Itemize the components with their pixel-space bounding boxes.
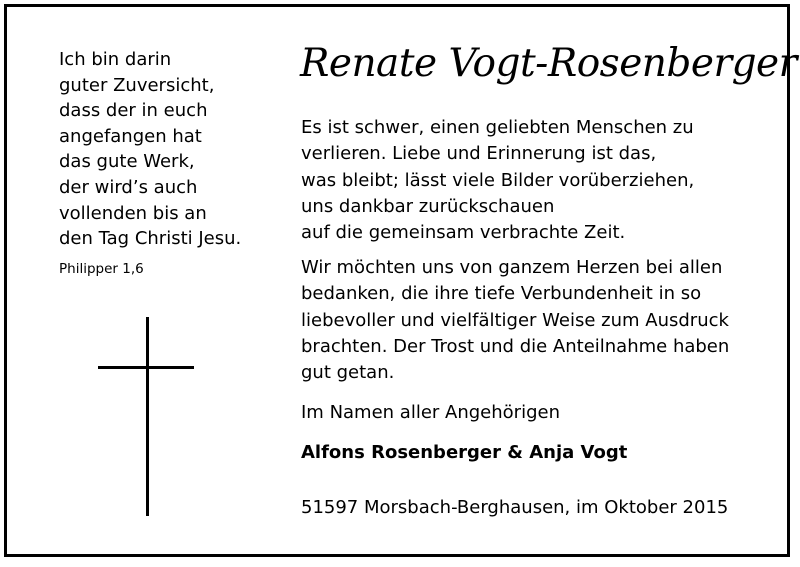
paragraph-line: auf die gemeinsam verbrachte Zeit. bbox=[301, 222, 626, 244]
verse-line: den Tag Christi Jesu. bbox=[59, 228, 242, 250]
verse-line: vollenden bis an bbox=[59, 202, 207, 224]
paragraph-thanks bbox=[301, 255, 729, 386]
paragraph-line: verlieren. Liebe und Erinnerung ist das, bbox=[301, 143, 657, 165]
cross-vertical-bar bbox=[146, 317, 149, 516]
paragraph-line: bedanken, die ihre tiefe Verbundenheit in so bbox=[301, 283, 702, 305]
deceased-name: Renate Vogt-Rosenberger bbox=[300, 41, 797, 86]
verse-line: der wird’s auch bbox=[59, 176, 198, 198]
signers: Alfons Rosenberger & Anja Vogt bbox=[301, 442, 628, 463]
closing-line: Im Namen aller Angehörigen bbox=[301, 402, 560, 423]
bible-verse bbox=[59, 47, 269, 252]
paragraph-remembrance bbox=[301, 115, 694, 246]
verse-line: guter Zuversicht, bbox=[59, 74, 215, 96]
paragraph-line: gut getan. bbox=[301, 362, 395, 384]
paragraph-line: was bleibt; lässt viele Bilder vorüberziehen, bbox=[301, 169, 695, 191]
paragraph-line: Es ist schwer, einen geliebten Menschen zu bbox=[301, 117, 694, 138]
verse-line: dass der in euch bbox=[59, 100, 208, 122]
paragraph-line: Wir möchten uns von ganzem Herzen bei allen bbox=[301, 257, 723, 278]
verse-line: das gute Werk, bbox=[59, 151, 195, 173]
paragraph-line: uns dankbar zurückschauen bbox=[301, 195, 555, 217]
verse-line: Ich bin darin bbox=[59, 49, 172, 70]
place-date: 51597 Morsbach-Berghausen, im Oktober 2015 bbox=[301, 497, 729, 518]
verse-line: angefangen hat bbox=[59, 125, 202, 147]
paragraph-line: liebevoller und vielfältiger Weise zum Ausdruck bbox=[301, 309, 729, 331]
paragraph-line: brachten. Der Trost und die Anteilnahme haben bbox=[301, 335, 730, 357]
verse-reference: Philipper 1,6 bbox=[59, 261, 144, 277]
cross-horizontal-bar bbox=[98, 366, 194, 369]
